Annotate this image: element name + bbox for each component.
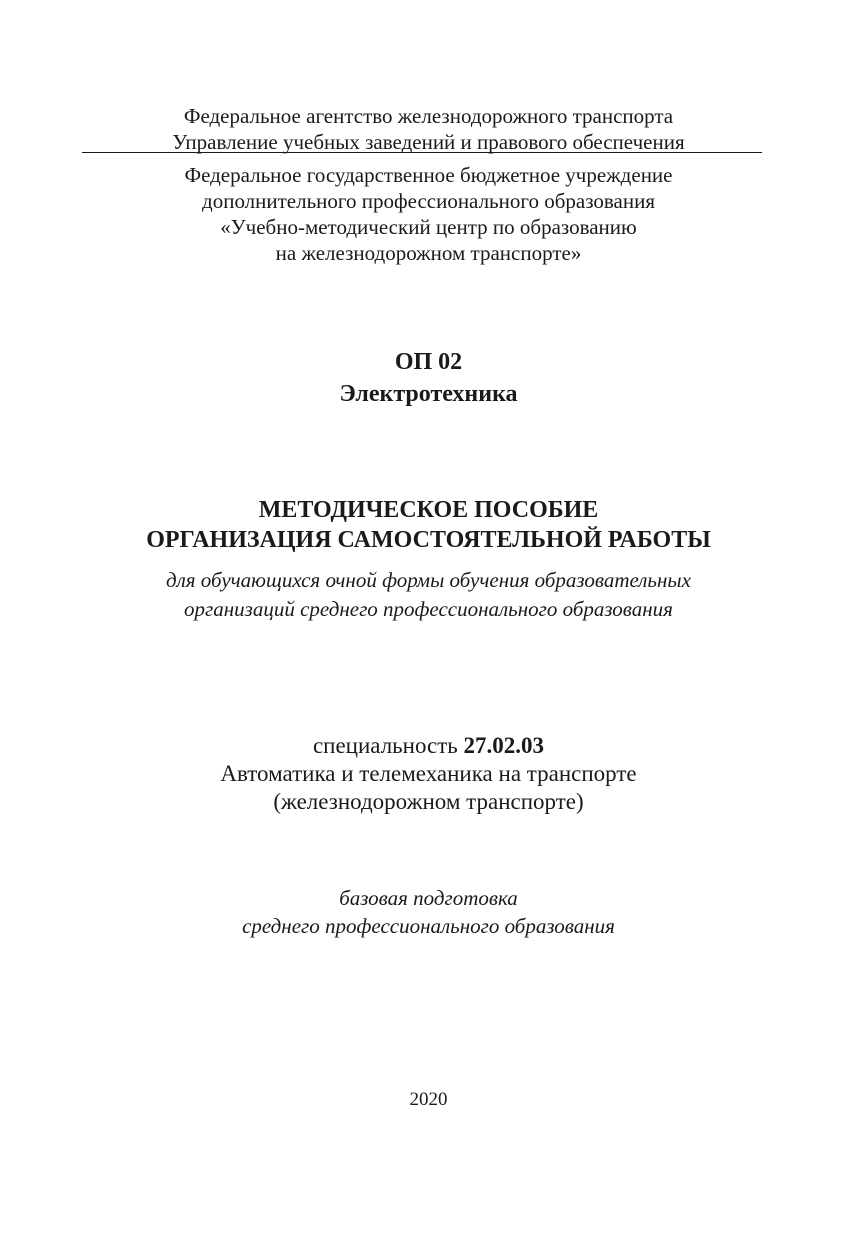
specialty-name-line-2: (железнодорожном транспорте) (273, 789, 584, 814)
department-name: Управление учебных заведений и правового обеспечения (172, 130, 685, 154)
institution-line-2: дополнительного профессионального образования (202, 189, 655, 213)
training-level-line-1: базовая подготовка (339, 886, 518, 910)
discipline-name: Электротехника (339, 381, 518, 407)
specialty-line (0, 733, 857, 759)
document-subtitle-line-2: организаций среднего профессионального образования (184, 597, 673, 621)
training-level-line-2: среднего профессионального образования (242, 914, 615, 938)
document-title-line-2: ОРГАНИЗАЦИЯ САМОСТОЯТЕЛЬНОЙ РАБОТЫ (146, 527, 711, 553)
agency-name: Федеральное агентство железнодорожного транспорта (183, 104, 674, 128)
header-divider (82, 152, 762, 153)
specialty-label: специальность (312, 733, 458, 758)
specialty-code: 27.02.03 (463, 733, 545, 758)
specialty-name-line-1: Автоматика и телемеханика на транспорте (220, 761, 637, 786)
discipline-code: ОП 02 (394, 349, 463, 375)
document-title-line-1: МЕТОДИЧЕСКОЕ ПОСОБИЕ (258, 497, 599, 523)
institution-line-1: Федеральное государственное бюджетное учреждение (184, 163, 673, 187)
publication-year: 2020 (409, 1089, 448, 1110)
institution-line-3: «Учебно-методический центр по образованию (220, 215, 637, 239)
document-subtitle-line-1: для обучающихся очной формы обучения образовательных (166, 568, 691, 592)
institution-line-4: на железнодорожном транспорте» (275, 241, 582, 265)
